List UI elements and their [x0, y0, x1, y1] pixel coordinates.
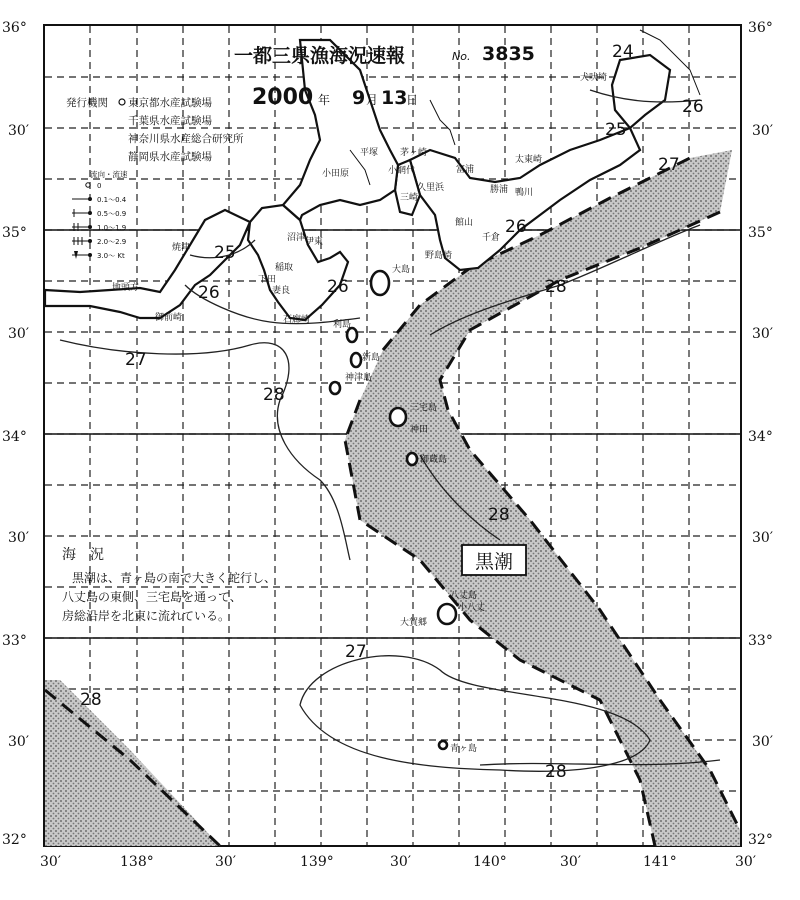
lat-tick-label: 33° [2, 633, 27, 649]
lat-tick-label: 30′ [752, 734, 773, 750]
place-label: 新島 [362, 353, 381, 363]
mikurajima-island [407, 453, 417, 465]
lat-tick-label: 35° [748, 225, 773, 241]
lon-tick-label: 140° [473, 854, 507, 870]
place-label: 小田原 [322, 169, 350, 179]
lon-tick-label: 141° [643, 854, 677, 870]
place-label: 平塚 [360, 148, 379, 158]
hachijojima-island [438, 604, 456, 624]
place-label: 下田 [258, 275, 277, 285]
isotherm-label: 28 [545, 277, 567, 297]
kuroshio-label [462, 545, 526, 575]
isotherm-label: 28 [545, 762, 567, 782]
lat-tick-label: 30′ [8, 530, 29, 546]
map-title: 一都三県漁海況速報 [234, 45, 406, 67]
place-label: 神田 [410, 425, 429, 435]
place-label: 御前崎 [155, 313, 183, 323]
isotherm-label: 26 [682, 97, 704, 117]
oshima-island [371, 271, 389, 295]
place-label: 利島 [333, 320, 352, 330]
publisher-item: 静岡県水産試験場 [128, 151, 212, 163]
day-unit: 日 [406, 93, 419, 107]
lat-tick-label: 36° [2, 20, 27, 36]
legend-item: 1.0～1.9 [97, 224, 127, 232]
issue-number: 3835 [482, 43, 535, 65]
latitude-axis-right [748, 20, 773, 848]
place-label: 稲取 [275, 263, 294, 273]
kozushima-island [330, 382, 340, 394]
lat-tick-label: 32° [748, 832, 773, 848]
notes-line: 黒潮は、青ヶ島の南で大きく蛇行し、 [72, 571, 277, 585]
isotherm-label: 28 [80, 690, 102, 710]
lat-tick-label: 30′ [752, 326, 773, 342]
publisher-item: 千葉県水産試験場 [128, 115, 212, 127]
longitude-axis-bottom [40, 854, 756, 870]
place-label: 沼津 [287, 233, 306, 243]
lon-tick-label: 30′ [215, 854, 236, 870]
place-label: 久里浜 [417, 183, 445, 193]
lat-tick-label: 30′ [8, 734, 29, 750]
lat-tick-label: 30′ [752, 530, 773, 546]
place-label: 地頭方 [112, 283, 140, 293]
place-label: 八丈島 [450, 591, 478, 601]
month-unit: 月 [366, 93, 379, 107]
lat-tick-label: 30′ [8, 123, 29, 139]
place-label: 神津島 [345, 373, 373, 383]
kuroshio-label-text: 黒潮 [474, 551, 514, 573]
place-label: 茅ヶ崎 [400, 148, 428, 158]
lat-tick-label: 30′ [752, 123, 773, 139]
lon-tick-label: 139° [300, 854, 334, 870]
lat-tick-label: 33° [748, 633, 773, 649]
legend-item: 3.0～ Kt [97, 252, 125, 260]
lat-tick-label: 30′ [8, 326, 29, 342]
aogashima-island [439, 741, 447, 749]
place-label: 伊東 [305, 237, 324, 247]
isotherm-label: 24 [612, 42, 634, 62]
lat-tick-label: 32° [2, 832, 27, 848]
place-label: 勝浦 [490, 185, 509, 195]
publisher-item: 東京都水産試験場 [128, 97, 212, 109]
lat-tick-label: 36° [748, 20, 773, 36]
isotherm-label: 27 [345, 642, 367, 662]
niijima-island [351, 353, 361, 367]
isotherm-label: 27 [658, 155, 680, 175]
place-label: 三宅島 [410, 403, 438, 413]
isotherm-label: 26 [198, 283, 220, 303]
isotherm-label: 26 [505, 217, 527, 237]
place-label: 富浦 [456, 165, 475, 175]
notes-line: 房総沿岸を北東に流れている。 [62, 609, 231, 623]
legend-item: 2.0～2.9 [97, 238, 127, 246]
lat-tick-label: 35° [2, 225, 27, 241]
place-label: 御蔵島 [420, 455, 448, 465]
lat-tick-label: 34° [748, 429, 773, 445]
issue-number-mark: No. [452, 50, 471, 63]
report-month: 9 [352, 87, 366, 109]
legend-item: 0.5～0.9 [97, 210, 127, 218]
legend-symbol [88, 197, 92, 201]
toshima-island [347, 328, 357, 342]
isotherm-label: 25 [605, 120, 627, 140]
place-label: 太東崎 [515, 155, 543, 165]
isotherm-label: 25 [214, 243, 236, 263]
isotherm-label: 28 [488, 505, 510, 525]
publisher-item: 神奈川県水産総合研究所 [128, 133, 244, 145]
notes-heading: 海 況 [62, 547, 104, 563]
miyakejima-island [390, 408, 406, 426]
place-label: 野島崎 [425, 251, 453, 261]
place-label: 青ヶ島 [450, 744, 478, 754]
place-label: 鴨川 [515, 188, 534, 198]
isotherm-label: 26 [327, 277, 349, 297]
report-day: 13 [381, 87, 408, 109]
place-label: 館山 [455, 218, 474, 228]
place-label: 石廊崎 [283, 315, 311, 325]
legend-title: 流向・流速 [90, 170, 128, 179]
place-label: 大賀郷 [400, 618, 428, 628]
year-unit: 年 [318, 93, 331, 107]
legend-item: 0 [97, 182, 102, 190]
place-label: 妻良 [272, 286, 291, 296]
lon-tick-label: 30′ [560, 854, 581, 870]
lon-tick-label: 138° [120, 854, 154, 870]
isotherm-label: 27 [125, 350, 147, 370]
publishers-heading: 発行機関 [66, 97, 108, 109]
lon-tick-label: 30′ [390, 854, 411, 870]
place-label: 小八丈 [458, 603, 486, 613]
latitude-axis-left [2, 20, 29, 848]
report-year: 2000 [252, 85, 314, 110]
lat-tick-label: 34° [2, 429, 27, 445]
place-label: 大島 [392, 265, 411, 275]
legend-item: 0.1～0.4 [97, 196, 127, 204]
lon-tick-label: 30′ [40, 854, 61, 870]
place-label: 焼津 [172, 243, 191, 253]
place-label: 小網代 [388, 166, 416, 176]
place-label: 犬吠埼 [580, 73, 608, 83]
isotherm-label: 28 [263, 385, 285, 405]
place-label: 千倉 [482, 233, 501, 243]
place-label: 三崎 [400, 193, 419, 203]
lon-tick-label: 30′ [735, 854, 756, 870]
notes-line: 八丈島の東側、三宅島を通って、 [62, 590, 242, 604]
